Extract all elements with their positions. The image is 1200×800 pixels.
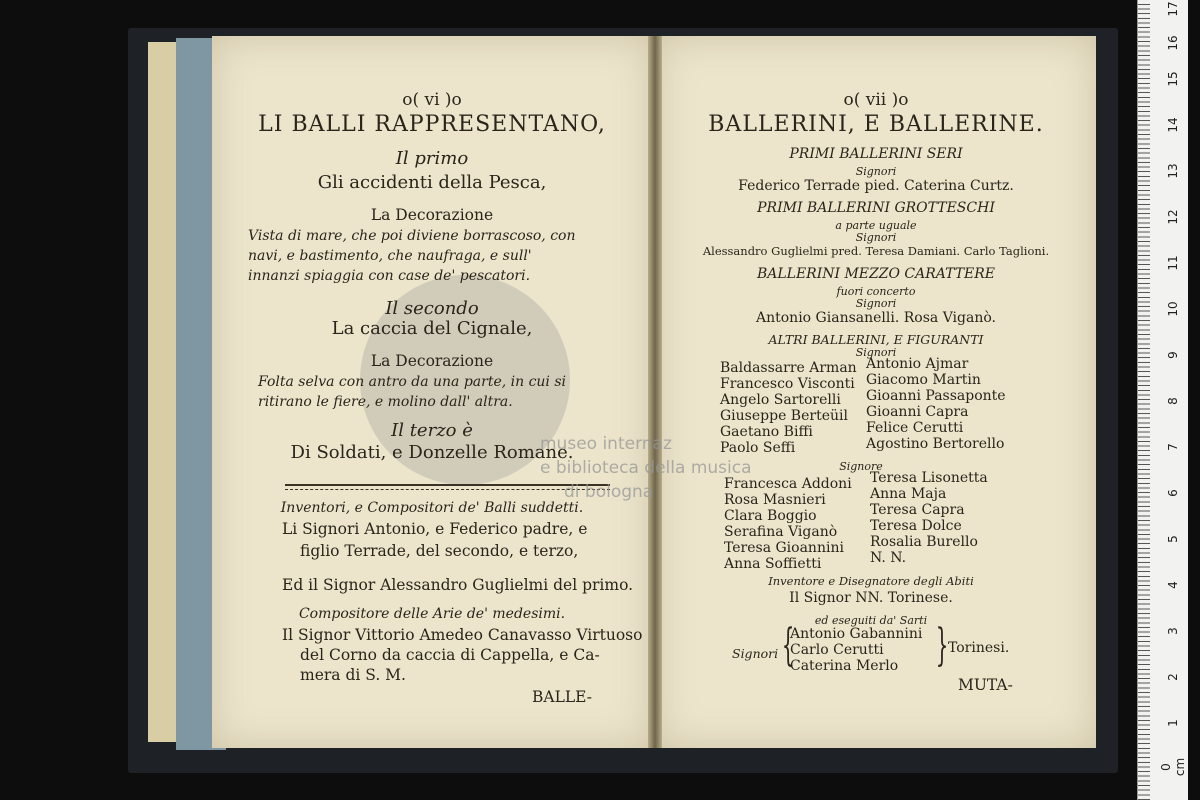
altri-name: Angelo Sartorelli <box>720 392 841 408</box>
signore-name: Francesca Addoni <box>724 476 852 492</box>
mezzo-carattere-note: fuori concerto <box>836 285 916 298</box>
altri-name: Paolo Seffi <box>720 440 796 456</box>
right-page-title: BALLERINI, E BALLERINE. <box>708 112 1044 137</box>
inventors-line: Li Signori Antonio, e Federico padre, e <box>282 520 588 538</box>
third-label: Il terzo è <box>391 420 473 441</box>
left-catchword: BALLE- <box>532 688 593 706</box>
second-decor-label: La Decorazione <box>370 352 494 370</box>
left-brace: { <box>781 620 795 671</box>
mezzo-carattere-heading: BALLERINI MEZZO CARATTERE <box>756 266 996 282</box>
second-decor-line: Folta selva con antro da una parte, in cui si <box>258 374 567 390</box>
right-brace: } <box>935 620 949 671</box>
tailor-name: Antonio Gabannini <box>790 626 923 642</box>
right-page-number: o( vii )o <box>843 90 909 110</box>
signore-name: Serafina Viganò <box>724 524 838 540</box>
tailor-name: Caterina Merlo <box>790 658 899 674</box>
left-page-title: LI BALLI RAPPRESENTANO, <box>258 112 606 137</box>
inventors-heading: Inventori, e Compositori de' Balli suddetti. <box>280 500 584 516</box>
signore-name: Anna Soffietti <box>724 556 822 572</box>
first-ballet-name: Gli accidenti della Pesca, <box>317 172 547 193</box>
altri-heading: ALTRI BALLERINI, E FIGURANTI <box>768 332 984 347</box>
altri-name: Agostino Bertorello <box>866 436 1005 452</box>
tailor-name: Carlo Cerutti <box>790 642 884 658</box>
signore-name: Rosa Masnieri <box>724 492 826 508</box>
primi-grotteschi-heading: PRIMI BALLERINI GROTTESCHI <box>757 200 995 216</box>
second-ballet-name: La caccia del Cignale, <box>331 318 533 339</box>
altri-name: Felice Cerutti <box>866 420 964 436</box>
primi-seri-heading: PRIMI BALLERINI SERI <box>789 146 963 162</box>
altri-name: Giacomo Martin <box>866 372 981 388</box>
altri-name: Antonio Ajmar <box>866 356 969 372</box>
composer-line: Il Signor Vittorio Amedeo Canavasso Virtuoso <box>282 626 643 644</box>
signore-name: Anna Maja <box>870 486 947 502</box>
sarti-heading: ed eseguiti da' Sarti <box>814 614 928 627</box>
signore-name: N. N. <box>870 550 907 566</box>
primi-grotteschi-note: a parte uguale <box>835 219 917 232</box>
first-decor-label: La Decorazione <box>370 206 494 224</box>
primi-grotteschi-signori: Signori <box>855 231 897 244</box>
altri-name: Gioanni Capra <box>866 404 969 420</box>
left-page-number: o( vi )o <box>402 90 462 110</box>
watermark-text: museo internaz e biblioteca della musica di bologna <box>540 434 752 502</box>
book-gutter <box>648 36 662 748</box>
primi-seri-line: Federico Terrade pied. Caterina Curtz. <box>738 178 1014 194</box>
composer-heading: Compositore delle Arie de' medesimi. <box>298 606 566 622</box>
inventors-line: figlio Terrade, del secondo, e terzo, <box>300 542 579 560</box>
first-decor-line: Vista di mare, che poi diviene borrascoso, con <box>248 228 576 244</box>
second-label: Il secondo <box>385 298 479 319</box>
costumes-line: Il Signor NN. Torinese. <box>789 590 953 606</box>
first-label: Il primo <box>395 148 469 169</box>
first-decor-line: navi, e bastimento, che naufraga, e sull' <box>248 248 532 264</box>
costumes-heading: Inventore e Disegnatore degli Abiti <box>768 574 974 588</box>
first-decor-line: innanzi spiaggia con case de' pescatori. <box>248 268 531 284</box>
primi-grotteschi-line: Alessandro Guglielmi pred. Teresa Damiani. Carlo Taglioni. <box>702 244 1050 258</box>
signore-name: Clara Boggio <box>724 508 817 524</box>
signore-name: Teresa Lisonetta <box>870 470 988 486</box>
primi-seri-signori: Signori <box>855 165 897 178</box>
signore-name: Teresa Capra <box>870 502 965 518</box>
signore-name: Teresa Dolce <box>870 518 962 534</box>
signore-label: Signore <box>839 460 883 473</box>
altri-signori: Signori <box>855 346 897 359</box>
signore-name: Teresa Gioannini <box>724 540 844 556</box>
inventors-line-2: Ed il Signor Alessandro Guglielmi del primo. <box>282 576 634 594</box>
sarti-origin: Torinesi. <box>948 640 1010 656</box>
right-catchword: MUTA- <box>958 676 1013 694</box>
measurement-ruler: 0 cm 1 2 3 4 5 6 7 8 9 10 11 12 13 14 15 16 17 <box>1137 0 1188 800</box>
altri-name: Francesco Visconti <box>720 376 855 392</box>
mezzo-carattere-line: Antonio Giansanelli. Rosa Viganò. <box>756 310 996 326</box>
altri-name: Gaetano Biffi <box>720 424 813 440</box>
composer-line: del Corno da caccia di Cappella, e Ca- <box>300 646 600 664</box>
altri-name: Gioanni Passaponte <box>866 388 1006 404</box>
second-decor-line: ritirano le fiere, e molino dall' altra. <box>258 394 513 410</box>
signore-name: Rosalia Burello <box>870 534 978 550</box>
mezzo-carattere-signori: Signori <box>855 297 897 310</box>
sarti-signori: Signori <box>732 646 779 661</box>
third-ballet-name: Di Soldati, e Donzelle Romane. <box>290 442 574 463</box>
altri-name: Baldassarre Arman <box>720 360 857 376</box>
composer-line: mera di S. M. <box>300 666 406 684</box>
altri-name: Giuseppe Berteüil <box>720 408 848 424</box>
